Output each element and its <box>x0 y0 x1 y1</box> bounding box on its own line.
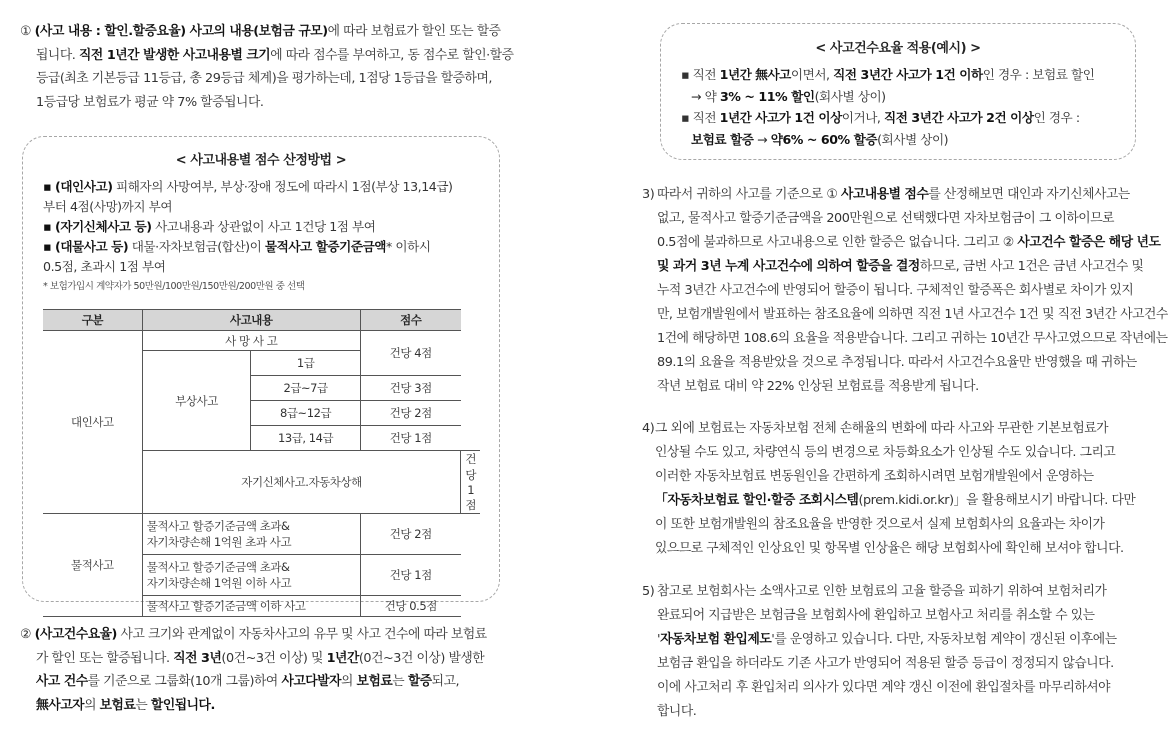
ex-b2h: 약6% ~ 60% 할증 <box>770 131 878 147</box>
ex-b1h: (회사별 상이) <box>814 88 886 104</box>
s5-1: 참고로 보험회사는 소액사고로 인한 보험료의 고율 할증을 피하기 위하여 보험처리가 <box>657 584 1107 599</box>
ex-b1b: 1년간 無사고 <box>719 67 791 82</box>
p2-3g: 할증 <box>407 674 432 689</box>
ex-b1f: → 약 <box>691 88 720 104</box>
p2-4d: 는 <box>135 697 151 713</box>
score-method-title: < 사고내용별 점수 산정방법 > <box>175 153 347 168</box>
cell-death: 사 망 사 고 <box>142 331 360 351</box>
p1-heading-c: (보험금 규모) <box>253 24 328 39</box>
bullet-person-text: 피해자의 사망여부, 부상·장애 정도에 따라시 1점(부상 13,14급) <box>112 179 453 194</box>
p2-3e: 보험료 <box>356 674 393 689</box>
cell-grade-3-score: 건당 2점 <box>360 401 461 426</box>
cell-grade-1: 1급 <box>251 351 360 376</box>
cell-self-score: 건당 1점 <box>461 451 480 514</box>
p2-3f: 는 <box>392 674 408 689</box>
section-5-number: 5) <box>642 584 655 599</box>
s4-6: 있으므로 구체적인 인상요인 및 항목별 인상율은 해당 보험회사에 확인해 보셔야 합니다. <box>655 541 1124 556</box>
cell-grade-4: 13급, 14급 <box>251 426 360 451</box>
ex-b2f: 보험료 할증 <box>691 131 754 147</box>
cell-property-2-score: 건당 1점 <box>360 555 461 596</box>
cell-grade-3: 8급~12급 <box>251 401 360 426</box>
ex-b1d: 직전 3년간 사고가 1건 이하 <box>833 67 983 82</box>
bullet-property-text: 대물·자차보험금(합산)이 <box>128 239 265 254</box>
cell-injury: 부상사고 <box>142 351 251 451</box>
p2-3c: 사고다발자 <box>281 674 342 689</box>
header-content: 사고내용 <box>142 310 360 331</box>
cell-property-2b: 자기차량손해 1억원 이하 사고 <box>146 576 292 590</box>
ex-b1g: 3% ~ 11% 할인 <box>719 88 815 104</box>
p2-4c: 보험료 <box>99 697 136 713</box>
cell-property-1 <box>142 514 360 555</box>
cell-grade-4-score: 건당 1점 <box>360 426 461 451</box>
s5-2: 완료되어 지급받은 보험금을 보험회사에 환입하고 보험사고 처리를 취소할 수 있는 <box>657 608 1095 623</box>
s5-4: 보험금 환입을 하더라도 기존 사고가 반영되어 적용된 할증 등급이 정정되지 않습니다. <box>657 656 1114 671</box>
s4-4b: (prem.kidi.or.kr)」을 활용해보시기 바랍니다. 다만 <box>858 493 1136 508</box>
p2-2b: 직전 3년 <box>173 650 222 666</box>
s3-1c: 를 산정해보면 대인과 자기신체사고는 <box>928 187 1130 202</box>
section-4-number: 4) <box>642 421 655 436</box>
cell-property-3: 물적사고 할증기준금액 이하 사고 <box>142 596 360 617</box>
footnote: * 보험가입시 계약자가 50만원/100만원/150만원/200만원 중 선택 <box>43 281 305 292</box>
p2-3b: 를 기준으로 그룹화(10개 그룹)하여 <box>87 674 282 689</box>
ex-b2g: → <box>753 131 771 147</box>
s3-9: 작년 보험료 대비 약 22% 인상된 보험료를 적용받게 됩니다. <box>657 379 979 394</box>
p2-3a: 사고 건수 <box>36 674 88 689</box>
bullet-property-label: ▪ (대물사고 등) <box>43 239 129 254</box>
left-paragraph-2 <box>20 623 525 717</box>
cell-self: 자기신체사고.자동차상해 <box>142 451 461 514</box>
cell-property-2 <box>142 555 360 596</box>
s3-6: 만, 보험개발원에서 발표하는 참조요율에 의하면 직전 1년 사고건수 1건 및 직전 3년간 사고건수 <box>657 307 1168 322</box>
bullet-self-label: ▪ (자기신체사고 등) <box>43 219 152 234</box>
table-row <box>43 514 480 555</box>
left-paragraph-1 <box>20 20 525 114</box>
header-category: 구분 <box>43 310 142 331</box>
s3-1b: 사고내용별 점수 <box>840 187 929 202</box>
s5-3c: '를 운영하고 있습니다. 다만, 자동차보험 계약이 갱신된 이후에는 <box>771 632 1117 647</box>
circle-number-2: ② <box>20 627 32 642</box>
section-3-number: 3) <box>642 187 655 202</box>
score-method-box <box>22 136 500 613</box>
circle-number-1: ① <box>20 24 32 39</box>
cell-grade-2-score: 건당 3점 <box>360 376 461 401</box>
p2-2c: (0건~3건 이상) 및 <box>221 650 327 666</box>
s3-4b: 하므로, 금번 사고 1건은 금년 사고건수 및 <box>919 259 1144 274</box>
table-header-row <box>43 310 480 331</box>
s3-4a: 및 과거 3년 누계 사고건수에 의하여 할증을 결정 <box>657 259 920 274</box>
bullet-property-cont: 0.5점, 초과시 1점 부여 <box>43 259 166 274</box>
ex-b2c: 이거나, <box>841 110 885 125</box>
cell-death-score: 건당 4점 <box>360 331 461 376</box>
s4-3: 이러한 자동차보험료 변동원인을 간편하게 조회하시려면 보험개발원에서 운영하는 <box>655 469 1094 484</box>
ex-b2d: 직전 3년간 사고가 2건 이상 <box>884 110 1034 125</box>
p2-4e: 할인됩니다. <box>150 697 215 713</box>
bullet-property-text2: * 이하시 <box>386 239 431 254</box>
s5-3a: ' <box>657 632 661 647</box>
ex-b2i: (회사별 상이) <box>877 131 949 147</box>
bullet-self-text: 사고내용과 상관없이 사고 1건당 1점 부여 <box>151 219 376 234</box>
s3-3a: 0.5점에 불과하므로 사고내용으로 인한 할증은 없습니다. 그리고 ② <box>657 235 1018 250</box>
p1-text-3: 등급(최초 기본등급 11등급, 총 29등급 체계)을 평가하는데, 1점당 1등급을 할증하며, <box>36 71 493 86</box>
ex-b1a: ▪ 직전 <box>681 67 720 82</box>
ex-b2e: 인 경우 : <box>1033 110 1080 125</box>
s4-5: 이 또한 보험개발원의 참조요율을 반영한 것으로서 실제 보험회사의 요율과는 차이가 <box>655 517 1105 532</box>
s5-6: 합니다. <box>657 704 697 719</box>
p2-3h: 되고, <box>431 674 460 689</box>
ex-b2b: 1년간 사고가 1건 이상 <box>719 110 842 125</box>
ex-b1e: 인 경우 : 보험료 할인 <box>982 67 1095 82</box>
cell-property-3-score: 건당 0.5점 <box>360 596 461 617</box>
p2-2e: (0건~3건 이상) 발생한 <box>358 650 485 666</box>
group-property: 물적사고 <box>43 514 142 617</box>
s5-5: 이에 사고처리 후 환입처리 의사가 있다면 계약 갱신 이전에 환입절차를 마무리하셔야 <box>657 680 1111 695</box>
s3-8: 89.1의 요율을 적용받았을 것으로 추정됩니다. 따라서 사고건수요율만 반영했을 때 귀하는 <box>657 355 1137 370</box>
cell-grade-2: 2급~7급 <box>251 376 360 401</box>
group-person: 대인사고 <box>43 331 142 514</box>
p2-4a: 無사고자 <box>36 697 85 713</box>
cell-property-1a: 물적사고 할증기준금액 초과& <box>146 519 290 533</box>
header-score: 점수 <box>360 310 461 331</box>
p1-heading: (사고 내용 : 할인.할증요율) <box>34 24 190 39</box>
p1-text-1: 에 따라 보험료가 할인 또는 할증 <box>327 24 501 39</box>
s3-3b: 사고건수 할증은 해당 년도 <box>1017 235 1161 250</box>
cell-property-1-score: 건당 2점 <box>360 514 461 555</box>
bullet-person-cont: 부터 4점(사망)까지 부여 <box>43 199 173 214</box>
p2-text-1: 사고 크기와 관계없이 자동차사고의 유무 및 사고 건수에 따라 보험료 <box>116 627 487 642</box>
section-5 <box>657 580 1157 724</box>
p2-2a: 가 할인 또는 할증됩니다. <box>36 650 174 666</box>
s4-2: 인상될 수도 있고, 차량연식 등의 변경으로 차등화요소가 인상될 수도 있습니다. 그리고 <box>655 445 1116 460</box>
s4-1: 그 외에 보험료는 자동차보험 전체 손해율의 변화에 따라 사고와 무관한 기본보험료가 <box>655 421 1109 436</box>
s4-4a: 「자동차보험료 할인·할증 조회시스템 <box>655 493 859 508</box>
s3-7: 1건에 해당하면 108.6의 요율을 적용받습니다. 그리고 귀하는 10년간 무사고였으므로 작년에는 <box>657 331 1168 346</box>
s3-5: 누적 3년간 사고건수에 반영되어 할증이 됩니다. 구체적인 할증폭은 회사별로 차이가 있지 <box>657 283 1134 298</box>
p1-text-2c: 에 따라 점수를 부여하고, 동 점수로 할인·할증 <box>270 47 514 63</box>
s3-1a: 따라서 귀하의 사고를 기준으로 ① <box>657 187 841 202</box>
p1-text-2a: 됩니다. <box>36 47 79 63</box>
p1-text-2b: 직전 1년간 발생한 사고내용별 크기 <box>78 47 271 63</box>
p1-text-4: 1등급당 보험료가 평균 약 7% 할증됩니다. <box>36 94 264 110</box>
p2-heading: (사고건수요율) <box>34 627 117 642</box>
cell-property-2a: 물적사고 할증기준금액 초과& <box>146 560 290 574</box>
s3-2: 없고, 물적사고 할증기준금액을 200만원으로 선택했다면 자차보험금이 그 이하이므로 <box>657 211 1115 226</box>
score-table <box>43 309 480 617</box>
example-box <box>660 23 1136 160</box>
section-4 <box>655 417 1155 561</box>
ex-b1c: 이면서, <box>790 67 834 82</box>
s5-3b: 자동차보험 환입제도 <box>660 632 772 647</box>
p2-2d: 1년간 <box>326 650 359 666</box>
bullet-person-label: ▪ (대인사고) <box>43 179 113 194</box>
bullet-property-bold: 물적사고 할증기준금액 <box>264 239 386 254</box>
cell-property-1b: 자기차량손해 1억원 초과 사고 <box>146 535 292 549</box>
table-row <box>43 331 480 351</box>
section-3 <box>657 183 1168 399</box>
p2-3d: 의 <box>341 674 357 689</box>
ex-b2a: ▪ 직전 <box>681 110 720 125</box>
p2-4b: 의 <box>84 697 100 713</box>
p1-heading-b: 사고의 내용 <box>189 24 254 39</box>
example-title: < 사고건수요율 적용(예시) > <box>815 41 981 56</box>
